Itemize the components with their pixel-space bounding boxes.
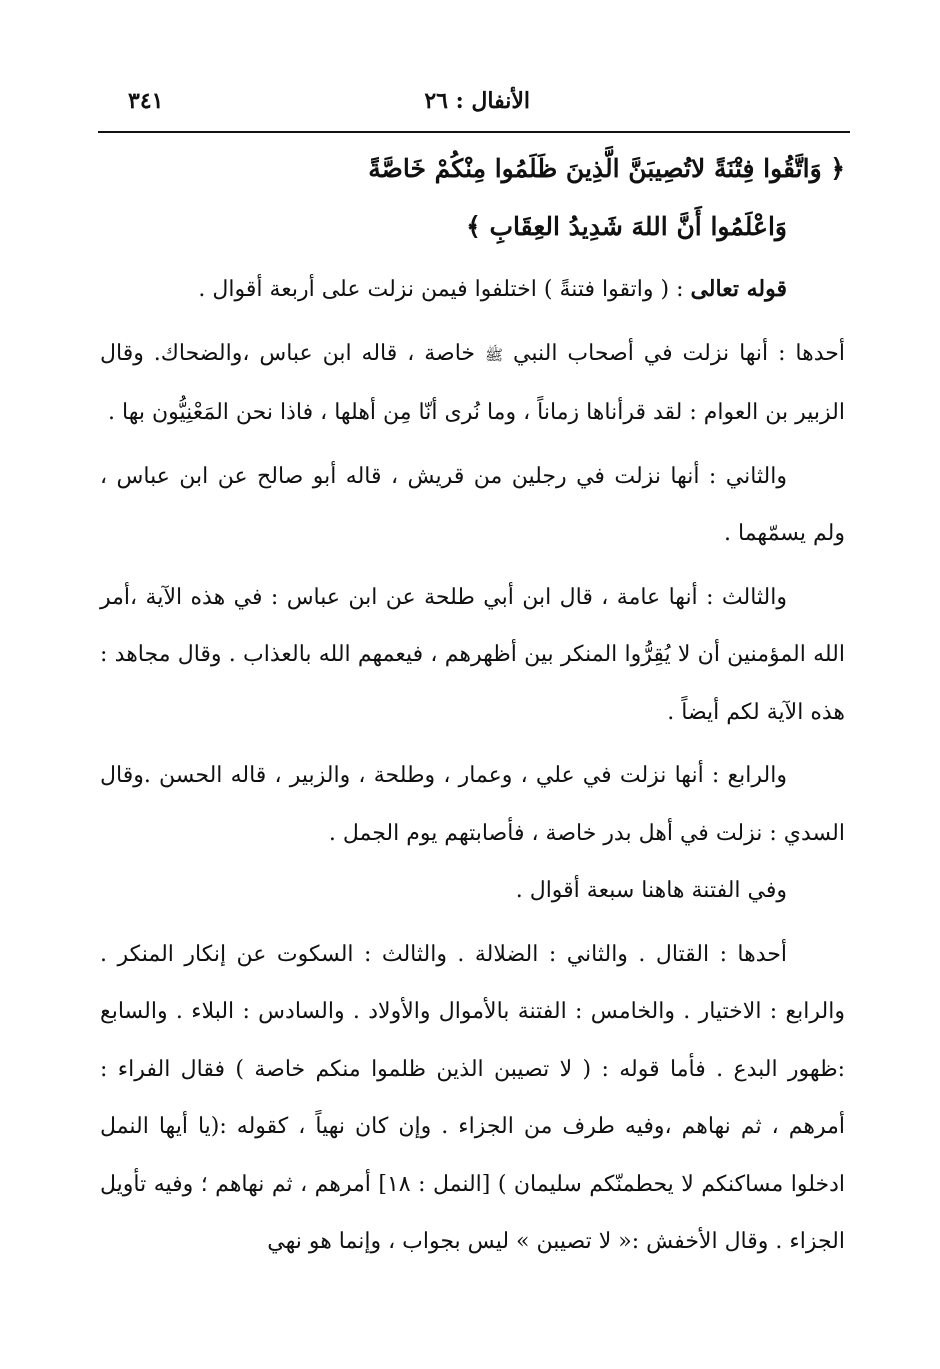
opinion-first-text-b: خاصة ، قاله ابن عباس ،والضحاك. وقال الزبير بن العوام : لقد قرأناها زماناً ، وما نُرى أنّا مِن أهلها ، فاذا نحن المَعْنِيُّون بها . [100, 340, 845, 425]
opinion-fourth: والرابع : أنها نزلت في علي ، وعمار ، وطلحة ، والزبير ، قاله الحسن .وقال السدي : نزلت في أهل بدر خاصة ، فأصابتهم يوم الجمل . [100, 763, 845, 846]
page-number: ٣٤١ [128, 88, 164, 114]
commentary-intro [100, 261, 845, 319]
opinion-first [100, 325, 845, 442]
opinion-first-text-a: أحدها : أنها نزلت في أصحاب النبي [513, 340, 845, 366]
chapter-reference: الأنفال : ٢٦ [424, 88, 530, 114]
fitna-meanings-list: أحدها : القتال . والثاني : الضلالة . والثالث : السكوت عن إنكار المنكر . والرابع : الاختيار . والخامس : الفتنة بالأموال والأولاد . والسادس : البلاء . والسابع :ظهور البدع . فأما قوله : ( لا تصيبن الذين ظلموا منكم خاصة ) فقال الفراء : أمرهم ، ثم نهاهم ،وفيه طرف من الجزاء . وإن كان نهياً ، كقوله :(يا أيها النمل ادخلوا مساكنكم لا يحطمنّكم سليمان ) [النمل : ١٨] أمرهم ، ثم نهاهم ؛ وفيه تأويل الجزاء . وقال الأخفش :« لا تصيبن » ليس بجواب ، وإنما هو نهي [100, 941, 845, 1254]
header-rule [98, 131, 850, 133]
fitna-meanings-intro: وفي الفتنة هاهنا سبعة أقوال . [515, 878, 787, 903]
opinion-third: والثالث : أنها عامة ، قال ابن أبي طلحة عن ابن عباس : في هذه الآية ،أمر الله المؤمنين أن لا يُقِرُّوا المنكر بين أظهرهم ، فيعمهم الله بالعذاب . وقال مجاهد : هذه الآية لكم أيضاً . [100, 584, 845, 725]
opinion-second: والثاني : أنها نزلت في رجلين من قريش ، قاله أبو صالح عن ابن عباس ، ولم يسمّهما . [100, 463, 845, 546]
quran-verse-line-2: وَاعْلَمُوا أَنَّ اللهَ شَدِيدُ العِقَابِ ﴾ [466, 211, 787, 241]
quran-verse-line-1: ﴿ وَاتَّقُوا فِتْنَةً لاتُصِيبَنَّ الَّذِينَ ظَلَمُوا مِنْكُمْ خَاصَّةً [368, 154, 845, 183]
commentary-intro-text: : ( واتقوا فتنةً ) اختلفوا فيمن نزلت على أربعة أقوال . [198, 277, 691, 302]
prophet-salutation: ﷺ [484, 345, 504, 364]
page-body [100, 140, 845, 1271]
page-header [98, 80, 850, 126]
commentary-lead: قوله تعالى [690, 276, 787, 302]
